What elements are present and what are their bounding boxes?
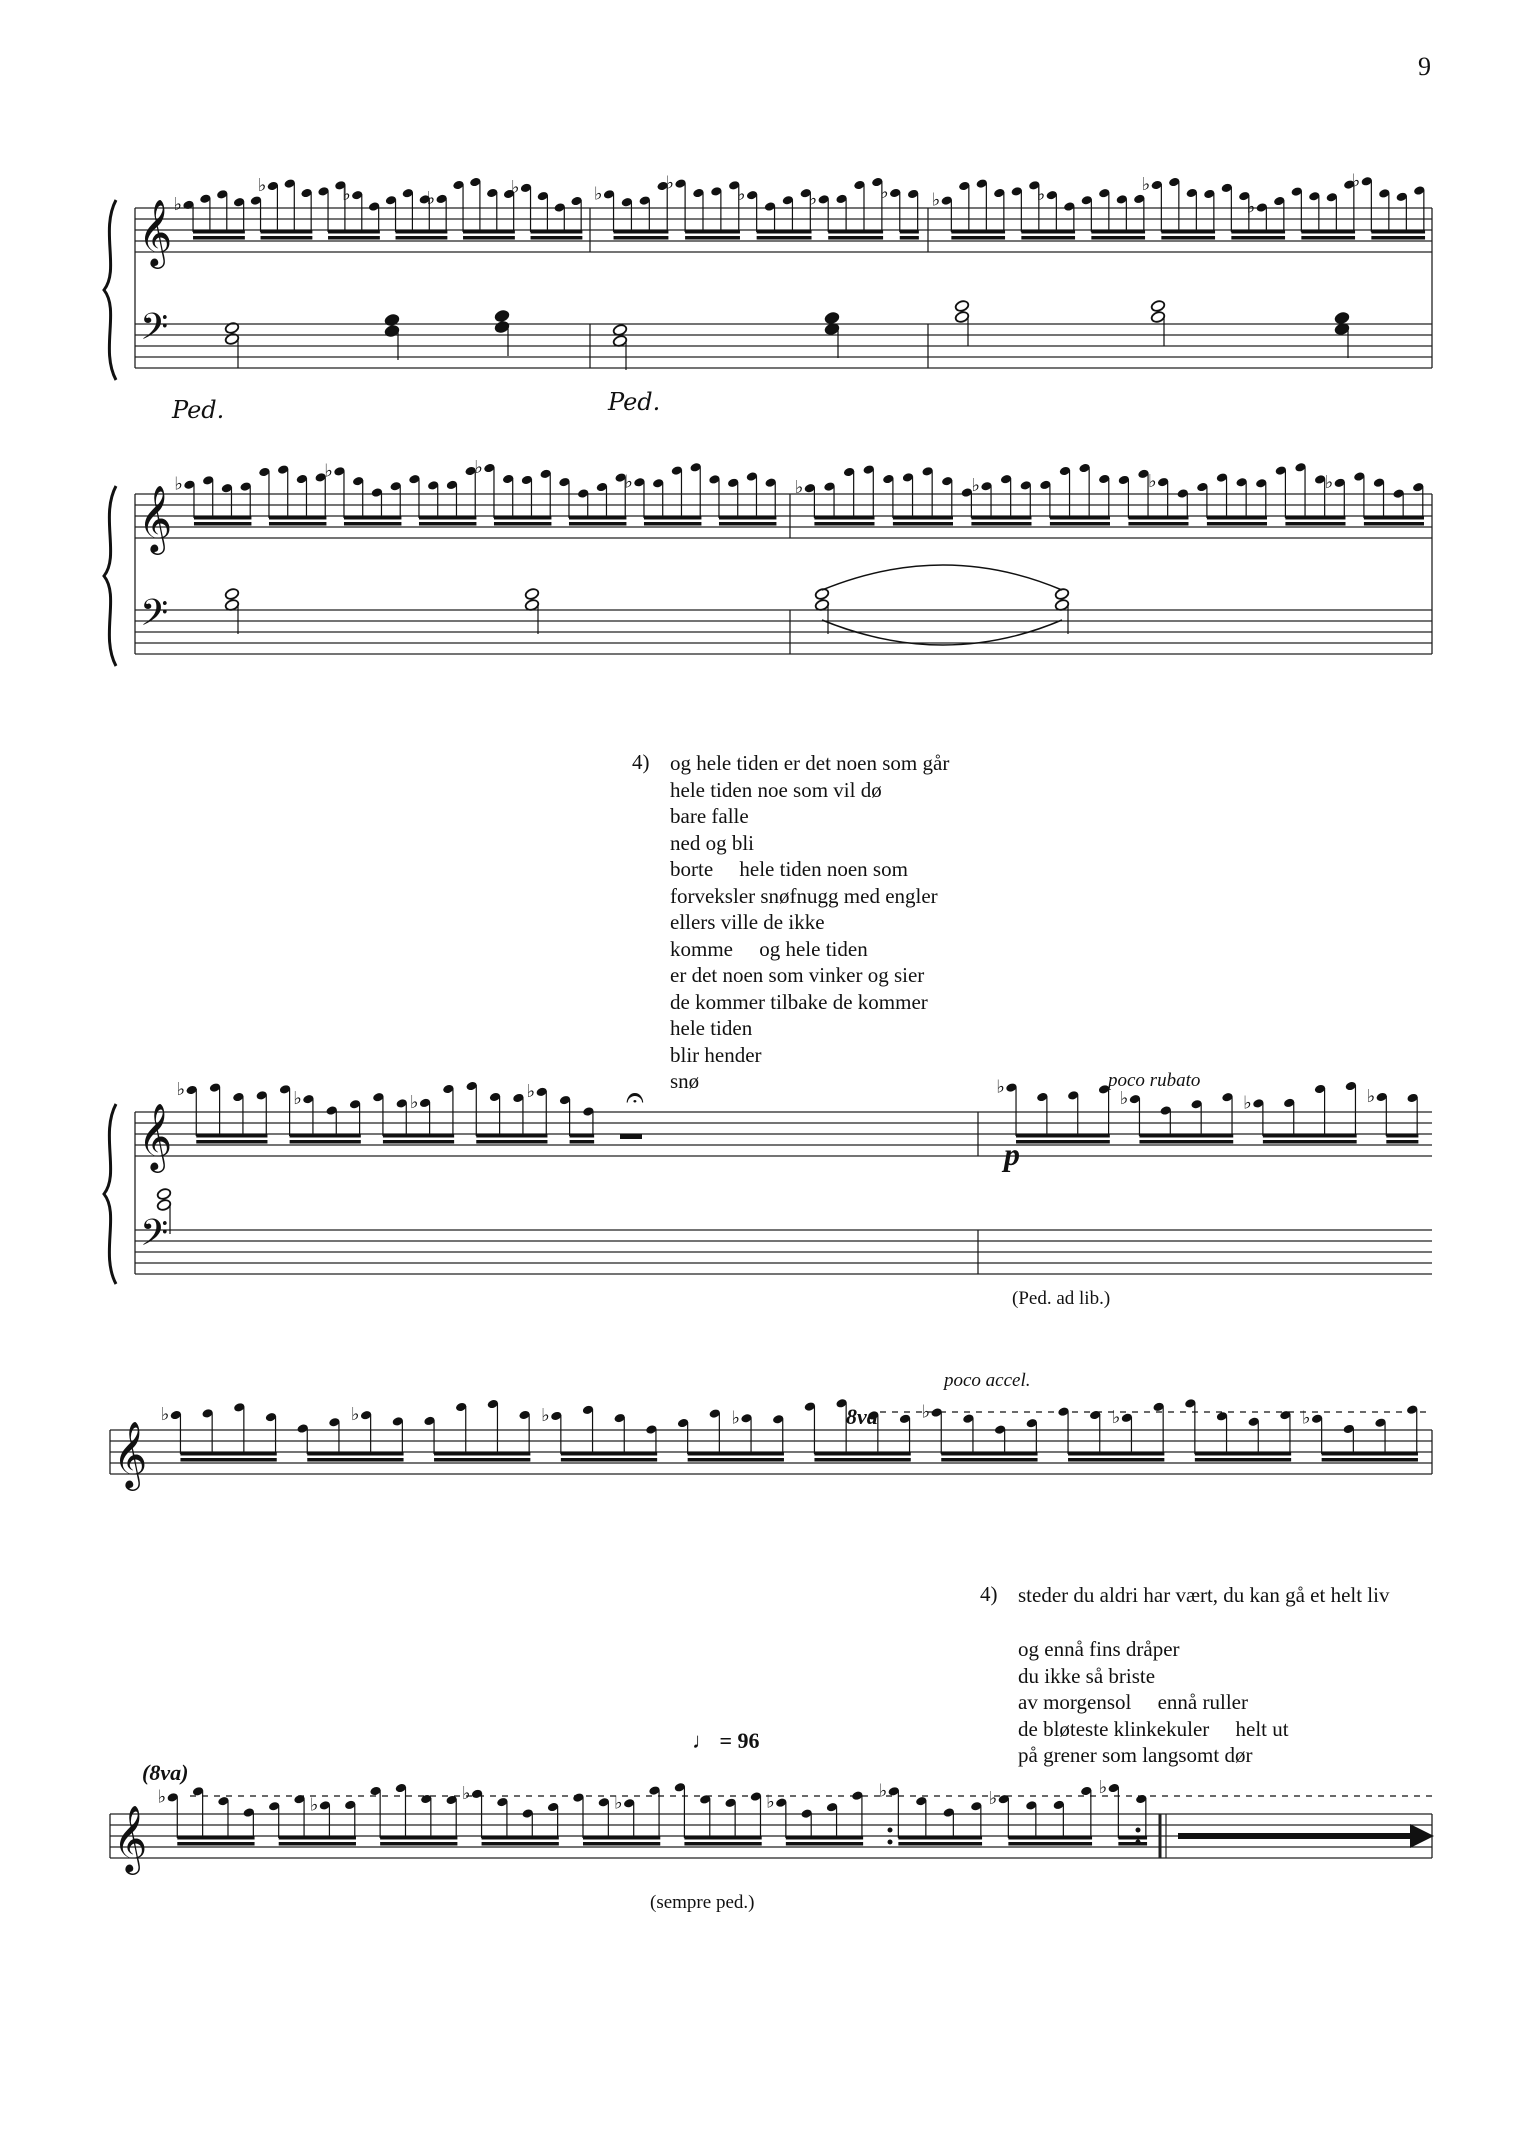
beam: [494, 522, 551, 526]
arrow-right-icon: [1410, 1824, 1434, 1848]
verse-line: hele tiden noe som vil dø: [670, 777, 882, 802]
verse-line: ellers ville de ikke: [670, 910, 825, 934]
beam: [583, 1836, 660, 1840]
beam: [1263, 1134, 1357, 1138]
verse-line: de kommer tilbake de kommer: [670, 989, 928, 1014]
beam: [1195, 1458, 1291, 1462]
verse-line: på grener som langsomt dør: [1018, 1743, 1253, 1767]
verse-2-text: [1018, 1636, 1289, 1769]
flat-sign: ♭: [173, 193, 182, 215]
beam: [279, 1842, 356, 1846]
beam: [1195, 1452, 1291, 1456]
verse-line: hele tiden: [670, 1016, 753, 1040]
flat-sign: ♭: [1141, 174, 1151, 196]
flat-sign: ♭: [794, 477, 804, 499]
flat-sign: ♭: [737, 184, 746, 206]
beam: [719, 516, 776, 520]
beam: [261, 236, 313, 240]
beam: [684, 1836, 761, 1840]
chord-note: [954, 311, 969, 324]
verse-2-marker: 4): [980, 1582, 998, 1606]
beam: [1161, 236, 1215, 240]
chord-note: [1334, 312, 1349, 325]
pedal-mark-2: Ped.: [608, 388, 661, 416]
brace: [104, 1104, 116, 1284]
verse-line: de bløteste klinkekuler helt ut: [1018, 1716, 1289, 1741]
beam: [193, 236, 245, 240]
flat-sign: ♭: [1111, 1406, 1121, 1428]
beam: [898, 1836, 982, 1840]
tempo-marking: [692, 1728, 760, 1754]
flat-sign: ♭: [351, 1404, 360, 1426]
flat-sign: ♭: [731, 1407, 740, 1429]
beam: [1050, 516, 1110, 520]
flat-sign: ♭: [293, 1088, 302, 1110]
beam: [290, 1140, 361, 1144]
flat-sign: ♭: [593, 183, 603, 205]
beam: [583, 1842, 660, 1846]
beam: [757, 236, 812, 240]
verse-line: og hele tiden er det noen som går: [670, 751, 950, 775]
beam: [1050, 522, 1110, 526]
beam: [1016, 1140, 1110, 1144]
treble-clef-icon: 𝄞: [113, 1804, 148, 1872]
sempre-ped: (sempre ped.): [650, 1892, 755, 1913]
beam: [396, 236, 448, 240]
beam: [684, 1842, 761, 1846]
whole-rest: [620, 1134, 642, 1139]
beam: [1091, 230, 1145, 234]
flat-sign: ♭: [996, 1076, 1005, 1098]
repeat-dot: [888, 1840, 893, 1845]
beam: [828, 236, 883, 240]
beam: [194, 516, 251, 520]
beam: [1139, 1140, 1233, 1144]
chord-note: [524, 588, 539, 601]
beam: [419, 522, 476, 526]
verse-line: er det noen som vinker og sier: [670, 963, 925, 987]
beam: [951, 236, 1005, 240]
flat-sign: ♭: [878, 1780, 888, 1802]
flat-sign: ♭: [880, 181, 889, 203]
beam: [1068, 1452, 1164, 1456]
flat-sign: ♭: [921, 1401, 931, 1423]
flat-sign: ♭: [157, 1786, 167, 1808]
flat-sign: ♭: [614, 1792, 623, 1814]
flat-sign: ♭: [1148, 471, 1157, 493]
repeat-dot: [1136, 1840, 1141, 1845]
flat-sign: ♭: [526, 1080, 536, 1102]
verse-line: snø: [670, 1069, 700, 1093]
beam: [561, 1458, 657, 1462]
beam: [644, 522, 701, 526]
beam: [279, 1836, 356, 1840]
beam: [482, 1836, 559, 1840]
beam: [570, 1134, 595, 1138]
flat-sign: ♭: [1036, 184, 1046, 206]
beam: [1021, 236, 1075, 240]
beam: [1139, 1134, 1233, 1138]
flat-sign: ♭: [426, 187, 436, 209]
tie: [822, 565, 1062, 590]
beam: [269, 516, 326, 520]
pedal-mark-1: Ped.: [172, 396, 225, 424]
beam: [482, 1842, 559, 1846]
bass-clef-icon: 𝄢: [140, 306, 169, 357]
flat-sign: ♭: [324, 460, 333, 482]
flat-sign: ♭: [309, 1794, 319, 1816]
repeat-dot: [1136, 1828, 1141, 1833]
beam: [898, 1842, 982, 1846]
chord-note: [1150, 311, 1165, 324]
beam: [180, 1458, 276, 1462]
flat-sign: ♭: [1119, 1088, 1129, 1110]
verse-line: borte hele tiden noen som: [670, 857, 908, 881]
beam: [828, 230, 883, 234]
beam: [344, 516, 401, 520]
beam: [1016, 1134, 1110, 1138]
beam: [1301, 236, 1355, 240]
beam: [569, 522, 626, 526]
verse-2-first-line: [1018, 1582, 1389, 1609]
flat-sign: ♭: [1366, 1085, 1376, 1107]
beam: [1371, 230, 1425, 234]
beam: [685, 230, 740, 234]
pedal-ad-lib: (Ped. ad lib.): [1012, 1288, 1111, 1309]
verse-line: av morgensol ennå ruller: [1018, 1690, 1248, 1714]
beam: [307, 1452, 403, 1456]
tempo-value: = 96: [719, 1728, 760, 1753]
flat-sign: ♭: [971, 475, 980, 497]
treble-clef-icon: 𝄞: [113, 1420, 148, 1488]
beam: [383, 1134, 454, 1138]
flat-sign: ♭: [1243, 1092, 1252, 1114]
beam: [719, 522, 776, 526]
beam: [893, 516, 953, 520]
flat-sign: ♭: [510, 176, 520, 198]
beam: [1118, 1842, 1147, 1846]
beam: [1386, 1134, 1418, 1138]
flat-sign: ♭: [174, 473, 183, 495]
verse-line: du ikke så briste: [1018, 1663, 1156, 1688]
beam: [757, 230, 812, 234]
brace: [104, 486, 116, 666]
verse-line: og ennå fins dråper: [1018, 1637, 1180, 1661]
beam: [476, 1134, 547, 1138]
beam: [1231, 236, 1285, 240]
ottava-mark: 8va: [846, 1404, 878, 1429]
beam: [1008, 1842, 1092, 1846]
beam: [434, 1452, 530, 1456]
beam: [290, 1134, 361, 1138]
beam: [1386, 1140, 1418, 1144]
beam: [814, 522, 874, 526]
beam: [344, 522, 401, 526]
beam: [193, 230, 245, 234]
flat-sign: ♭: [257, 175, 267, 197]
expression-poco-rubato: poco rubato: [1108, 1070, 1201, 1091]
bass-clef-icon: 𝄢: [140, 592, 169, 643]
beam: [614, 230, 669, 234]
flat-sign: ♭: [665, 172, 674, 194]
flat-sign: ♭: [410, 1091, 419, 1113]
beam: [1128, 522, 1188, 526]
beam: [1263, 1140, 1357, 1144]
beam: [261, 230, 313, 234]
beam: [1008, 1836, 1092, 1840]
beam: [328, 236, 380, 240]
verse-line: blir hender: [670, 1042, 762, 1067]
beam: [644, 516, 701, 520]
flat-sign: ♭: [1324, 471, 1334, 493]
treble-clef-icon: 𝄞: [138, 1102, 173, 1170]
beam: [786, 1836, 863, 1840]
chord-note: [156, 1199, 171, 1212]
beam: [1068, 1458, 1164, 1462]
arrow-right-icon: [1178, 1833, 1412, 1839]
verse-line: bare falle: [670, 804, 749, 828]
beam: [814, 516, 874, 520]
beam: [1118, 1836, 1147, 1840]
beam: [194, 522, 251, 526]
beam: [1231, 230, 1285, 234]
beam: [396, 230, 448, 234]
flat-sign: ♭: [541, 1404, 550, 1426]
beam: [531, 236, 583, 240]
beam: [688, 1458, 784, 1462]
flat-sign: ♭: [1246, 196, 1256, 218]
verse-line: forveksler snøfnugg med engler: [670, 883, 938, 908]
brace: [104, 200, 116, 380]
chord-note: [1150, 300, 1165, 313]
beam: [971, 522, 1031, 526]
beam: [971, 516, 1031, 520]
beam: [1128, 516, 1188, 520]
beam: [328, 230, 380, 234]
beam: [941, 1458, 1037, 1462]
beam: [1322, 1458, 1418, 1462]
beam: [1285, 516, 1345, 520]
flat-sign: ♭: [624, 471, 633, 493]
beam: [570, 1140, 595, 1144]
beam: [531, 230, 583, 234]
beam: [900, 230, 919, 234]
flat-sign: ♭: [808, 188, 818, 210]
flat-sign: ♭: [342, 184, 351, 206]
verse-1-marker: 4): [632, 750, 650, 774]
beam: [1364, 516, 1424, 520]
beam: [814, 1458, 910, 1462]
flat-sign: ♭: [461, 1782, 471, 1804]
page-number: 9: [1418, 52, 1431, 81]
verse-line: steder du aldri har vært, du kan gå et helt liv: [1018, 1583, 1390, 1607]
beam: [1207, 522, 1267, 526]
beam: [463, 230, 515, 234]
chord-note: [224, 588, 239, 601]
beam: [786, 1842, 863, 1846]
chord-note: [156, 1188, 171, 1201]
expression-poco-accel: poco accel.: [944, 1370, 1031, 1391]
beam: [614, 236, 669, 240]
beam: [1322, 1452, 1418, 1456]
flat-sign: ♭: [766, 1791, 775, 1813]
beam: [177, 1842, 254, 1846]
bass-clef-icon: 𝄢: [140, 1212, 169, 1263]
beam: [463, 236, 515, 240]
flat-sign: ♭: [160, 1404, 170, 1426]
beam: [569, 516, 626, 520]
treble-clef-icon: 𝄞: [138, 484, 173, 552]
beam: [494, 516, 551, 520]
beam: [177, 1836, 254, 1840]
beam: [476, 1140, 547, 1144]
beam: [269, 522, 326, 526]
beam: [1207, 516, 1267, 520]
beam: [196, 1140, 267, 1144]
beam: [685, 236, 740, 240]
flat-sign: ♭: [988, 1788, 998, 1810]
beam: [561, 1452, 657, 1456]
beam: [434, 1458, 530, 1462]
beam: [1364, 522, 1424, 526]
beam: [380, 1836, 457, 1840]
beam: [307, 1458, 403, 1462]
ottava-continued-mark: (8va): [142, 1760, 189, 1785]
beam: [1371, 236, 1425, 240]
verse-line: ned og bli: [670, 830, 754, 855]
beam: [180, 1452, 276, 1456]
beam: [941, 1452, 1037, 1456]
dynamic-piano: p: [1004, 1136, 1020, 1172]
flat-sign: ♭: [474, 457, 483, 479]
flat-sign: ♭: [1302, 1407, 1311, 1429]
beam: [688, 1452, 784, 1456]
chord-note: [494, 321, 509, 334]
quarter-note-icon: ♩: [692, 1728, 714, 1753]
beam: [1021, 230, 1075, 234]
beam: [196, 1134, 267, 1138]
flat-sign: ♭: [931, 189, 941, 211]
beam: [380, 1842, 457, 1846]
repeat-dot: [888, 1828, 893, 1833]
beam: [814, 1452, 910, 1456]
verse-1-text: [670, 750, 949, 1095]
fermata-icon: 𝄐: [626, 1078, 644, 1116]
beam: [1301, 230, 1355, 234]
beam: [419, 516, 476, 520]
treble-clef-icon: 𝄞: [138, 198, 173, 266]
flat-sign: ♭: [176, 1079, 186, 1101]
chord-note: [494, 310, 509, 323]
verse-line: komme og hele tiden: [670, 936, 868, 961]
beam: [893, 522, 953, 526]
beam: [1091, 236, 1145, 240]
flat-sign: ♭: [1098, 1777, 1108, 1799]
beam: [1161, 230, 1215, 234]
beam: [951, 230, 1005, 234]
flat-sign: ♭: [1351, 170, 1361, 192]
beam: [1285, 522, 1345, 526]
chord-note: [954, 300, 969, 313]
beam: [383, 1140, 454, 1144]
beam: [900, 236, 919, 240]
chord-note: [824, 312, 839, 325]
